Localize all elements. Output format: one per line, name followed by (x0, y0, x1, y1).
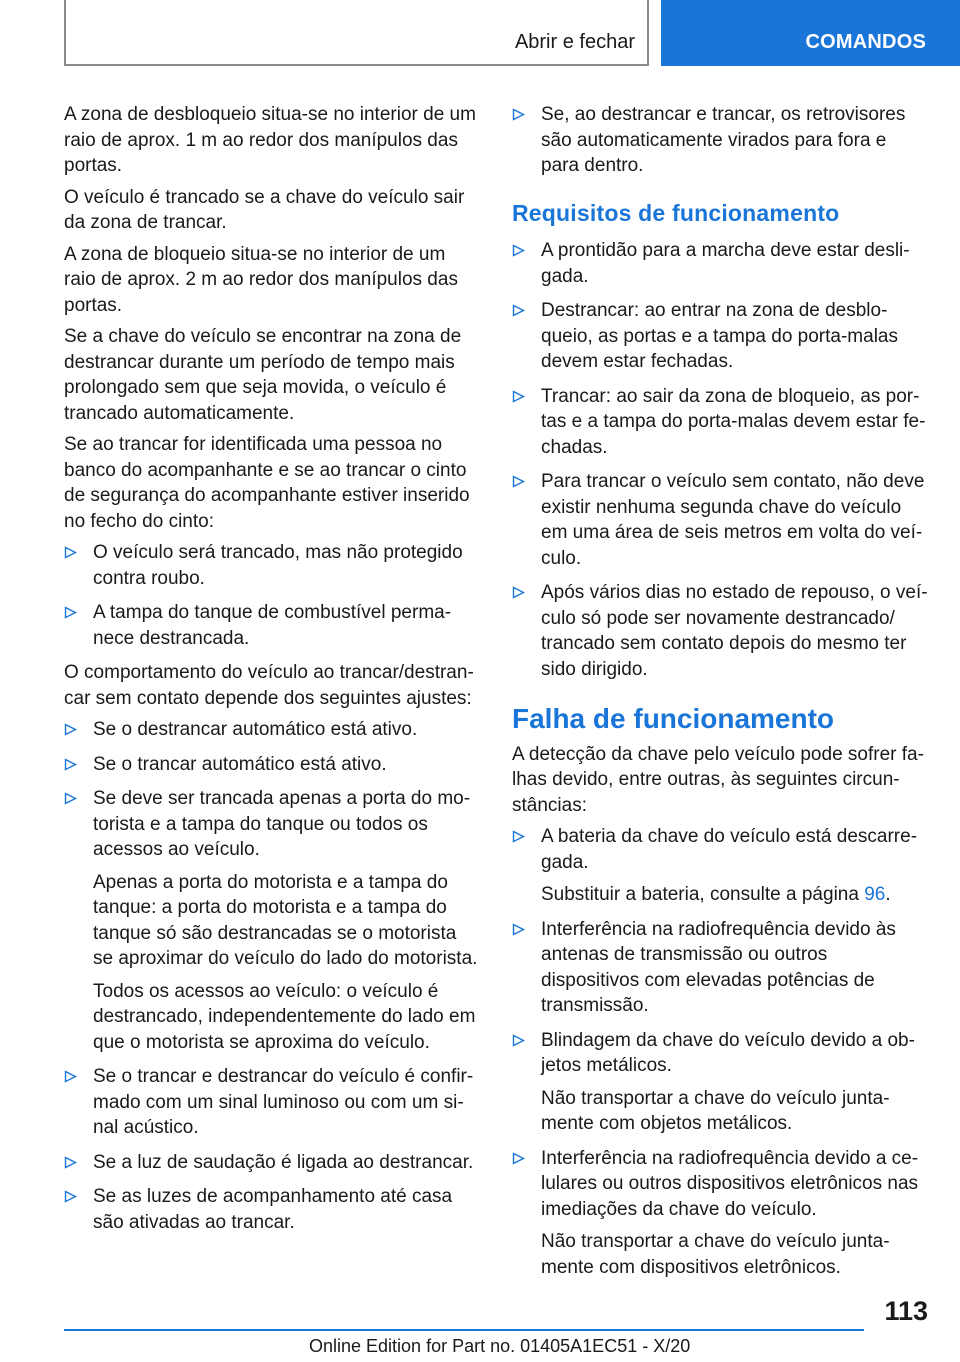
triangle-bullet-icon (512, 586, 525, 599)
list-item (512, 238, 928, 289)
list-item-text: Interferência na radiofrequência devido a celulares ou outros dispositivos eletrônicos nas imediações da chave do veículo. (541, 1147, 919, 1220)
list-item (64, 752, 480, 778)
paragraph: A detecção da chave pelo veículo pode sofrer falhas devido, entre outras, às seguintes circunstâncias: (512, 743, 924, 816)
list-item-text: Se o trancar e destrancar do veículo é confirmado com um sinal luminoso ou com um sinal acústico. (93, 1066, 474, 1138)
list-item-subparagraph: Todos os acessos ao veículo: o veículo é destrancado, independentemente do lado em que o motorista se aproxima do veículo. (93, 980, 476, 1053)
triangle-bullet-icon (512, 108, 525, 121)
section-title: Abrir e fechar (514, 31, 635, 53)
triangle-bullet-icon (512, 304, 525, 317)
list-item (512, 824, 928, 908)
list-item-text: Após vários dias no estado de repouso, o veículo só pode ser novamente destrancado/ trancado sem contato depois do mesmo ter sido dirigido. (541, 582, 928, 680)
triangle-bullet-icon (64, 1156, 77, 1169)
footer-edition: Online Edition for Part no. 01405A1EC51 - X/20 (309, 1336, 691, 1356)
list-item (64, 1184, 480, 1235)
page-header (0, 0, 960, 66)
triangle-bullet-icon (64, 758, 77, 771)
list-item-text: A tampa do tanque de combustível permanece destrancada. (93, 602, 452, 649)
paragraph: A zona de bloqueio situa-se no interior de um raio de aprox. 2 m ao redor dos manípulos das portas. (64, 243, 458, 316)
paragraph: A zona de desbloqueio situa-se no interior de um raio de aprox. 1 m ao redor dos manípulos das portas. (64, 104, 476, 176)
list-item-text: Destrancar: ao entrar na zona de desbloqueio, as portas e a tampa do porta-malas devem estar fechadas. (541, 300, 898, 372)
list-item (64, 1150, 480, 1176)
list-item-text: A prontidão para a marcha deve estar desligada. (541, 240, 910, 287)
paragraph: O veículo é trancado se a chave do veículo sair da zona de trancar. (64, 186, 465, 233)
list-item-text: Se o destrancar automático está ativo. (93, 719, 418, 740)
list-item-text: O veículo será trancado, mas não protegido contra roubo. (93, 542, 463, 589)
paragraph: Se ao trancar for identificada uma pessoa no banco do acompanhante e se ao trancar o cinto de segurança do acompanhante estiver inserido no fecho do cinto: (64, 434, 470, 532)
footer-divider (64, 1329, 864, 1331)
list-item-subparagraph: Não transportar a chave do veículo juntamente com objetos metálicos. (541, 1087, 890, 1134)
section-heading: Falha de funcionamento (512, 703, 835, 734)
list-item-text: Blindagem da chave do veículo devido a objetos metálicos. (541, 1029, 915, 1076)
triangle-bullet-icon (64, 1190, 77, 1203)
left-column (64, 102, 480, 1244)
list-item-subparagraph (541, 882, 928, 908)
list-item-text: Para trancar o veículo sem contato, não deve existir nenhuma segunda chave do veículo em uma área de seis metros em volta do veículo. (541, 471, 925, 569)
triangle-bullet-icon (64, 723, 77, 736)
triangle-bullet-icon (512, 390, 525, 403)
list-item (512, 580, 928, 682)
list-item (64, 1064, 480, 1141)
triangle-bullet-icon (512, 244, 525, 257)
right-column (512, 102, 928, 1289)
triangle-bullet-icon (64, 546, 77, 559)
page-reference-link[interactable]: 96 (864, 884, 886, 905)
list-item-text: Se, ao destrancar e trancar, os retrovisores são automaticamente virados para fora e para dentro. (541, 104, 906, 176)
list-item-text: A bateria da chave do veículo está descarregada. (541, 826, 918, 873)
chapter-tab (661, 0, 960, 66)
list-item (512, 1146, 928, 1281)
list-item (512, 917, 928, 1019)
reference-suffix: . (885, 884, 891, 905)
list-item-text: Se as luzes de acompanhamento até casa são ativadas ao trancar. (93, 1186, 453, 1233)
list-item (512, 469, 928, 571)
paragraph: O comportamento do veículo ao trancar/destrancar sem contato depende dos seguintes ajustes: (64, 662, 474, 709)
section-heading: Requisitos de funcionamento (512, 199, 840, 226)
reference-text: Substituir a bateria, consulte a página (541, 884, 865, 905)
list-item (64, 786, 480, 1055)
list-item-subparagraph: Não transportar a chave do veículo juntamente com dispositivos eletrônicos. (541, 1231, 890, 1278)
chapter-title: COMANDOS (805, 31, 926, 53)
list-item-text: Interferência na radiofrequência devido às antenas de transmissão ou outros dispositivos com elevadas potências de transmissão. (541, 918, 896, 1016)
triangle-bullet-icon (512, 475, 525, 488)
list-item (64, 600, 480, 651)
list-item-text: Se o trancar automático está ativo. (93, 753, 387, 775)
list-item (64, 540, 480, 591)
section-tab (64, 0, 649, 66)
triangle-bullet-icon (512, 1034, 525, 1047)
triangle-bullet-icon (64, 1070, 77, 1083)
list-item (512, 102, 928, 179)
list-item-text: Se deve ser trancada apenas a porta do motorista e a tampa do tanque ou todos os acessos ao veículo. (93, 788, 471, 860)
triangle-bullet-icon (512, 830, 525, 843)
list-item-subparagraph: Apenas a porta do motorista e a tampa do tanque: a porta do motorista e a tampa do tanque só são destrancadas se o motorista se aproximar do veículo do lado do motorista. (93, 871, 478, 969)
paragraph: Se a chave do veículo se encontrar na zona de destrancar durante um período de tempo mais prolongado sem que seja movida, o veículo é trancado automaticamente. (64, 326, 462, 424)
list-item-text: Trancar: ao sair da zona de bloqueio, as portas e a tampa do porta-malas devem estar fechadas. (541, 385, 926, 458)
list-item (64, 717, 480, 743)
list-item (512, 298, 928, 375)
list-item (512, 384, 928, 461)
triangle-bullet-icon (512, 1152, 525, 1165)
triangle-bullet-icon (64, 792, 77, 805)
page-number: 113 (884, 1296, 928, 1326)
list-item (512, 1028, 928, 1137)
list-item-text: Se a luz de saudação é ligada ao destrancar. (93, 1151, 474, 1173)
triangle-bullet-icon (64, 606, 77, 619)
triangle-bullet-icon (512, 923, 525, 936)
